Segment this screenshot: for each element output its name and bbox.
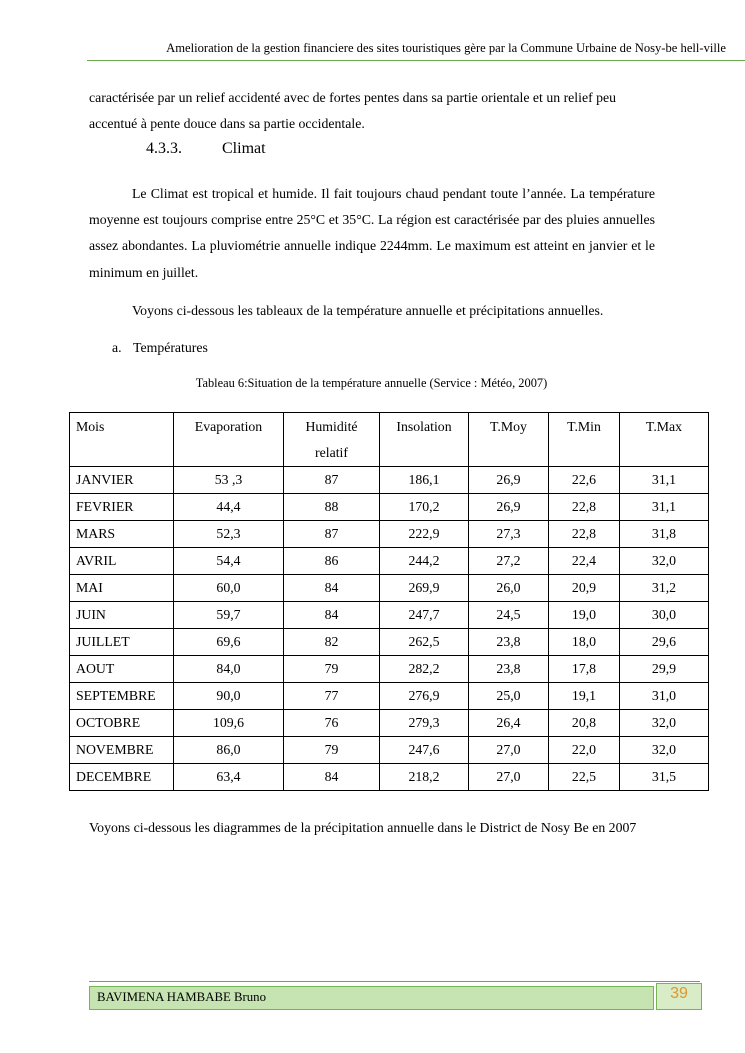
table-header-row <box>70 413 709 467</box>
table-row <box>70 737 709 764</box>
paragraph-voyons-tableaux: Voyons ci-dessous les tableaux de la température annuelle et précipitations annuelles. <box>132 303 604 318</box>
value-cell: 87 <box>284 521 380 548</box>
value-cell: 27,0 <box>469 737 549 764</box>
value-cell: 170,2 <box>380 494 469 521</box>
value-cell: 84 <box>284 764 380 791</box>
subsection-title: Températures <box>133 340 208 355</box>
value-cell: 20,9 <box>549 575 620 602</box>
running-header-title: Amelioration de la gestion financiere des sites touristiques gère par la Commune Urbaine de Nosy-be hell-ville <box>166 41 726 55</box>
value-cell: 23,8 <box>469 656 549 683</box>
section-title: Climat <box>222 140 266 157</box>
value-cell: 247,6 <box>380 737 469 764</box>
value-cell: 31,1 <box>620 467 709 494</box>
value-cell: 276,9 <box>380 683 469 710</box>
value-cell: 29,6 <box>620 629 709 656</box>
value-cell: 22,8 <box>549 521 620 548</box>
value-cell: 247,7 <box>380 602 469 629</box>
value-cell: 24,5 <box>469 602 549 629</box>
value-cell: 22,0 <box>549 737 620 764</box>
value-cell: 22,6 <box>549 467 620 494</box>
paragraph-relief: caractérisée par un relief accidenté avec de fortes pentes dans sa partie orientale et un relief peu accentué à pente douce dans sa partie occidentale. <box>89 90 617 132</box>
value-cell: 17,8 <box>549 656 620 683</box>
value-cell: 282,2 <box>380 656 469 683</box>
month-cell: JUIN <box>70 602 174 629</box>
value-cell: 22,8 <box>549 494 620 521</box>
table-row <box>70 521 709 548</box>
value-cell: 31,5 <box>620 764 709 791</box>
value-cell: 77 <box>284 683 380 710</box>
value-cell: 31,0 <box>620 683 709 710</box>
value-cell: 244,2 <box>380 548 469 575</box>
value-cell: 87 <box>284 467 380 494</box>
header-cell: T.Max <box>620 413 709 467</box>
value-cell: 31,1 <box>620 494 709 521</box>
month-cell: MAI <box>70 575 174 602</box>
page-number: 39 <box>670 985 688 1002</box>
value-cell: 86 <box>284 548 380 575</box>
section-heading <box>146 140 266 158</box>
table-row <box>70 548 709 575</box>
table-row <box>70 575 709 602</box>
table-row <box>70 764 709 791</box>
value-cell: 218,2 <box>380 764 469 791</box>
value-cell: 79 <box>284 656 380 683</box>
value-cell: 32,0 <box>620 548 709 575</box>
paragraph-climat: Le Climat est tropical et humide. Il fait toujours chaud pendant toute l’année. La température moyenne est toujours comprise entre 25°C et 35°C. La région est caractérisée par des pluies annuelles assez abondantes. La pluviométrie annuelle indique 2244mm. Le maximum est atteint en janvier et le minimum en juillet. <box>89 186 655 280</box>
table-row <box>70 494 709 521</box>
footer-author: BAVIMENA HAMBABE Bruno <box>97 990 266 1004</box>
header-rule <box>87 60 745 61</box>
table-caption-text: Tableau 6:Situation de la température annuelle (Service : Météo, 2007) <box>195 376 548 390</box>
value-cell: 32,0 <box>620 737 709 764</box>
section-number: 4.3.3. <box>146 140 182 157</box>
value-cell: 63,4 <box>174 764 284 791</box>
value-cell: 84 <box>284 602 380 629</box>
value-cell: 25,0 <box>469 683 549 710</box>
table-row <box>70 683 709 710</box>
month-cell: DECEMBRE <box>70 764 174 791</box>
value-cell: 27,0 <box>469 764 549 791</box>
value-cell: 262,5 <box>380 629 469 656</box>
table-row <box>70 710 709 737</box>
value-cell: 59,7 <box>174 602 284 629</box>
value-cell: 19,0 <box>549 602 620 629</box>
value-cell: 29,9 <box>620 656 709 683</box>
value-cell: 84 <box>284 575 380 602</box>
month-cell: OCTOBRE <box>70 710 174 737</box>
value-cell: 53 ,3 <box>174 467 284 494</box>
subsection-letter: a. <box>112 340 122 355</box>
month-cell: AOUT <box>70 656 174 683</box>
table-row <box>70 629 709 656</box>
month-cell: JANVIER <box>70 467 174 494</box>
value-cell: 269,9 <box>380 575 469 602</box>
value-cell: 186,1 <box>380 467 469 494</box>
value-cell: 22,4 <box>549 548 620 575</box>
value-cell: 26,4 <box>469 710 549 737</box>
temperature-table <box>69 412 709 791</box>
value-cell: 69,6 <box>174 629 284 656</box>
table-row <box>70 656 709 683</box>
table-row <box>70 602 709 629</box>
value-cell: 26,0 <box>469 575 549 602</box>
month-cell: NOVEMBRE <box>70 737 174 764</box>
header-cell: T.Moy <box>469 413 549 467</box>
value-cell: 31,8 <box>620 521 709 548</box>
value-cell: 19,1 <box>549 683 620 710</box>
value-cell: 27,3 <box>469 521 549 548</box>
value-cell: 52,3 <box>174 521 284 548</box>
value-cell: 23,8 <box>469 629 549 656</box>
value-cell: 27,2 <box>469 548 549 575</box>
month-cell: JUILLET <box>70 629 174 656</box>
value-cell: 90,0 <box>174 683 284 710</box>
value-cell: 26,9 <box>469 467 549 494</box>
month-cell: AVRIL <box>70 548 174 575</box>
value-cell: 44,4 <box>174 494 284 521</box>
month-cell: FEVRIER <box>70 494 174 521</box>
value-cell: 20,8 <box>549 710 620 737</box>
value-cell: 76 <box>284 710 380 737</box>
value-cell: 31,2 <box>620 575 709 602</box>
header-cell: T.Min <box>549 413 620 467</box>
header-cell: Evaporation <box>174 413 284 467</box>
value-cell: 88 <box>284 494 380 521</box>
value-cell: 54,4 <box>174 548 284 575</box>
header-cell: Mois <box>70 413 174 467</box>
value-cell: 79 <box>284 737 380 764</box>
value-cell: 222,9 <box>380 521 469 548</box>
footer-rule <box>89 981 700 982</box>
value-cell: 279,3 <box>380 710 469 737</box>
header-cell: Insolation <box>380 413 469 467</box>
value-cell: 84,0 <box>174 656 284 683</box>
value-cell: 18,0 <box>549 629 620 656</box>
subsection-heading <box>112 340 208 356</box>
month-cell: SEPTEMBRE <box>70 683 174 710</box>
paragraph-voyons-diagrammes: Voyons ci-dessous les diagrammes de la précipitation annuelle dans le District de Nosy Be en 2007 <box>89 820 637 835</box>
value-cell: 26,9 <box>469 494 549 521</box>
value-cell: 32,0 <box>620 710 709 737</box>
value-cell: 82 <box>284 629 380 656</box>
table-row <box>70 467 709 494</box>
value-cell: 22,5 <box>549 764 620 791</box>
table-caption <box>0 376 745 391</box>
value-cell: 109,6 <box>174 710 284 737</box>
header-cell: Humidité relatif <box>284 413 380 467</box>
month-cell: MARS <box>70 521 174 548</box>
value-cell: 30,0 <box>620 602 709 629</box>
value-cell: 86,0 <box>174 737 284 764</box>
value-cell: 60,0 <box>174 575 284 602</box>
